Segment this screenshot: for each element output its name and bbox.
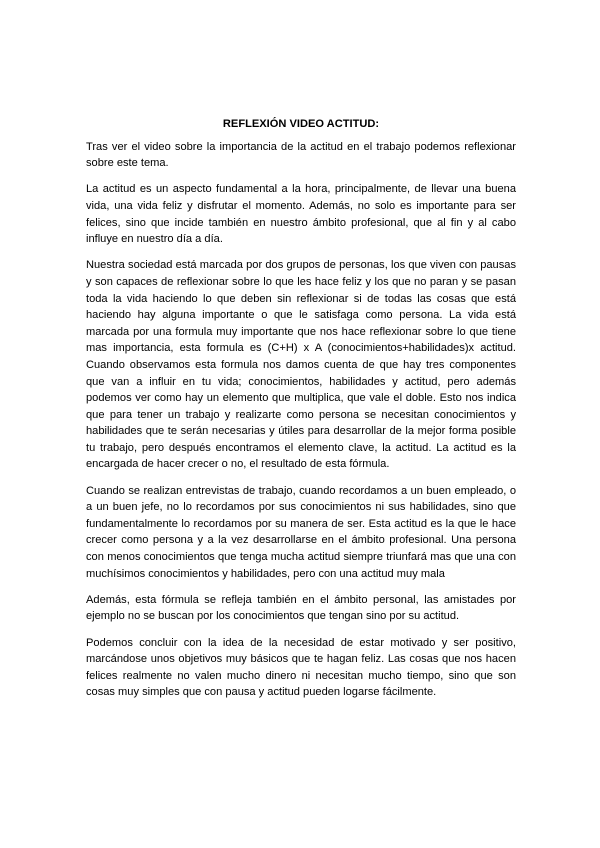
document-page [86, 116, 516, 711]
paragraph-conclusion: Podemos concluir con la idea de la necesidad de estar motivado y ser positivo, marcándose unos objetivos muy básicos que te hagan feliz. Las cosas que nos hacen felices realmente no valen mucho dinero ni necesitan mucho tiempo, sino que son cosas muy simples que con pausa y actitud pueden logarse fácilmente. [86, 636, 516, 699]
paragraph-personal: Además, esta fórmula se refleja también en el ámbito personal, las amistades por ejemplo no se buscan por los conocimientos que tengan sino por su actitud. [86, 593, 516, 623]
paragraph-intro: Tras ver el video sobre la importancia de la actitud en el trabajo podemos reflexionar sobre este tema. [86, 140, 516, 170]
paragraph-society-formula: Nuestra sociedad está marcada por dos grupos de personas, los que viven con pausas y son capaces de reflexionar sobre lo que les hace feliz y los que no paran y se pasan toda la vida haciendo lo que deben sin reflexionar si de todas las cosas que está haciendo hay alguna importante o que le satisfaga como persona. La vida está marcada por una formula muy importante que nos hace reflexionar sobre lo que tiene mas importancia, esta formula es (C+H) x A (conocimientos+habilidades)x actitud. Cuando observamos esta formula nos damos cuenta de que hay tres componentes que van a influir en tu vida; conocimientos, habilidades y actitud, pero además podemos ver como hay un elemento que multiplica, que vale el doble. Esto nos indica que para tener un trabajo y realizarte como persona se necesitan conocimientos y habilidades que te serán necesarias y útiles para desarrollar de la mejor forma posible tu trabajo, pero después encontramos el elemento clave, la actitud. La actitud es la encargada de hacer crecer o no, el resultado de esta fórmula. [86, 259, 516, 471]
paragraph-attitude: La actitud es un aspecto fundamental a la hora, principalmente, de llevar una buena vida, una vida feliz y disfrutar el momento. Además, no solo es importante para ser felices, sino que incide también en nuestro ámbito profesional, que al fin y al cabo influye en nuestro día a día. [86, 183, 516, 246]
document-title: REFLEXIÓN VIDEO ACTITUD: [222, 118, 380, 130]
paragraph-interviews: Cuando se realizan entrevistas de trabajo, cuando recordamos a un buen empleado, o a un buen jefe, no lo recordamos por sus conocimientos ni sus habilidades, sino que fundamentalmente lo recordamos por su manera de ser. Esta actitud es la que le hace crecer como persona y a la vez desarrollarse en el ámbito profesional. Una persona con menos conocimientos que tenga mucha actitud siempre triunfará mas que una con muchísimos conocimientos y habilidades, pero con una actitud muy mala [86, 484, 516, 580]
